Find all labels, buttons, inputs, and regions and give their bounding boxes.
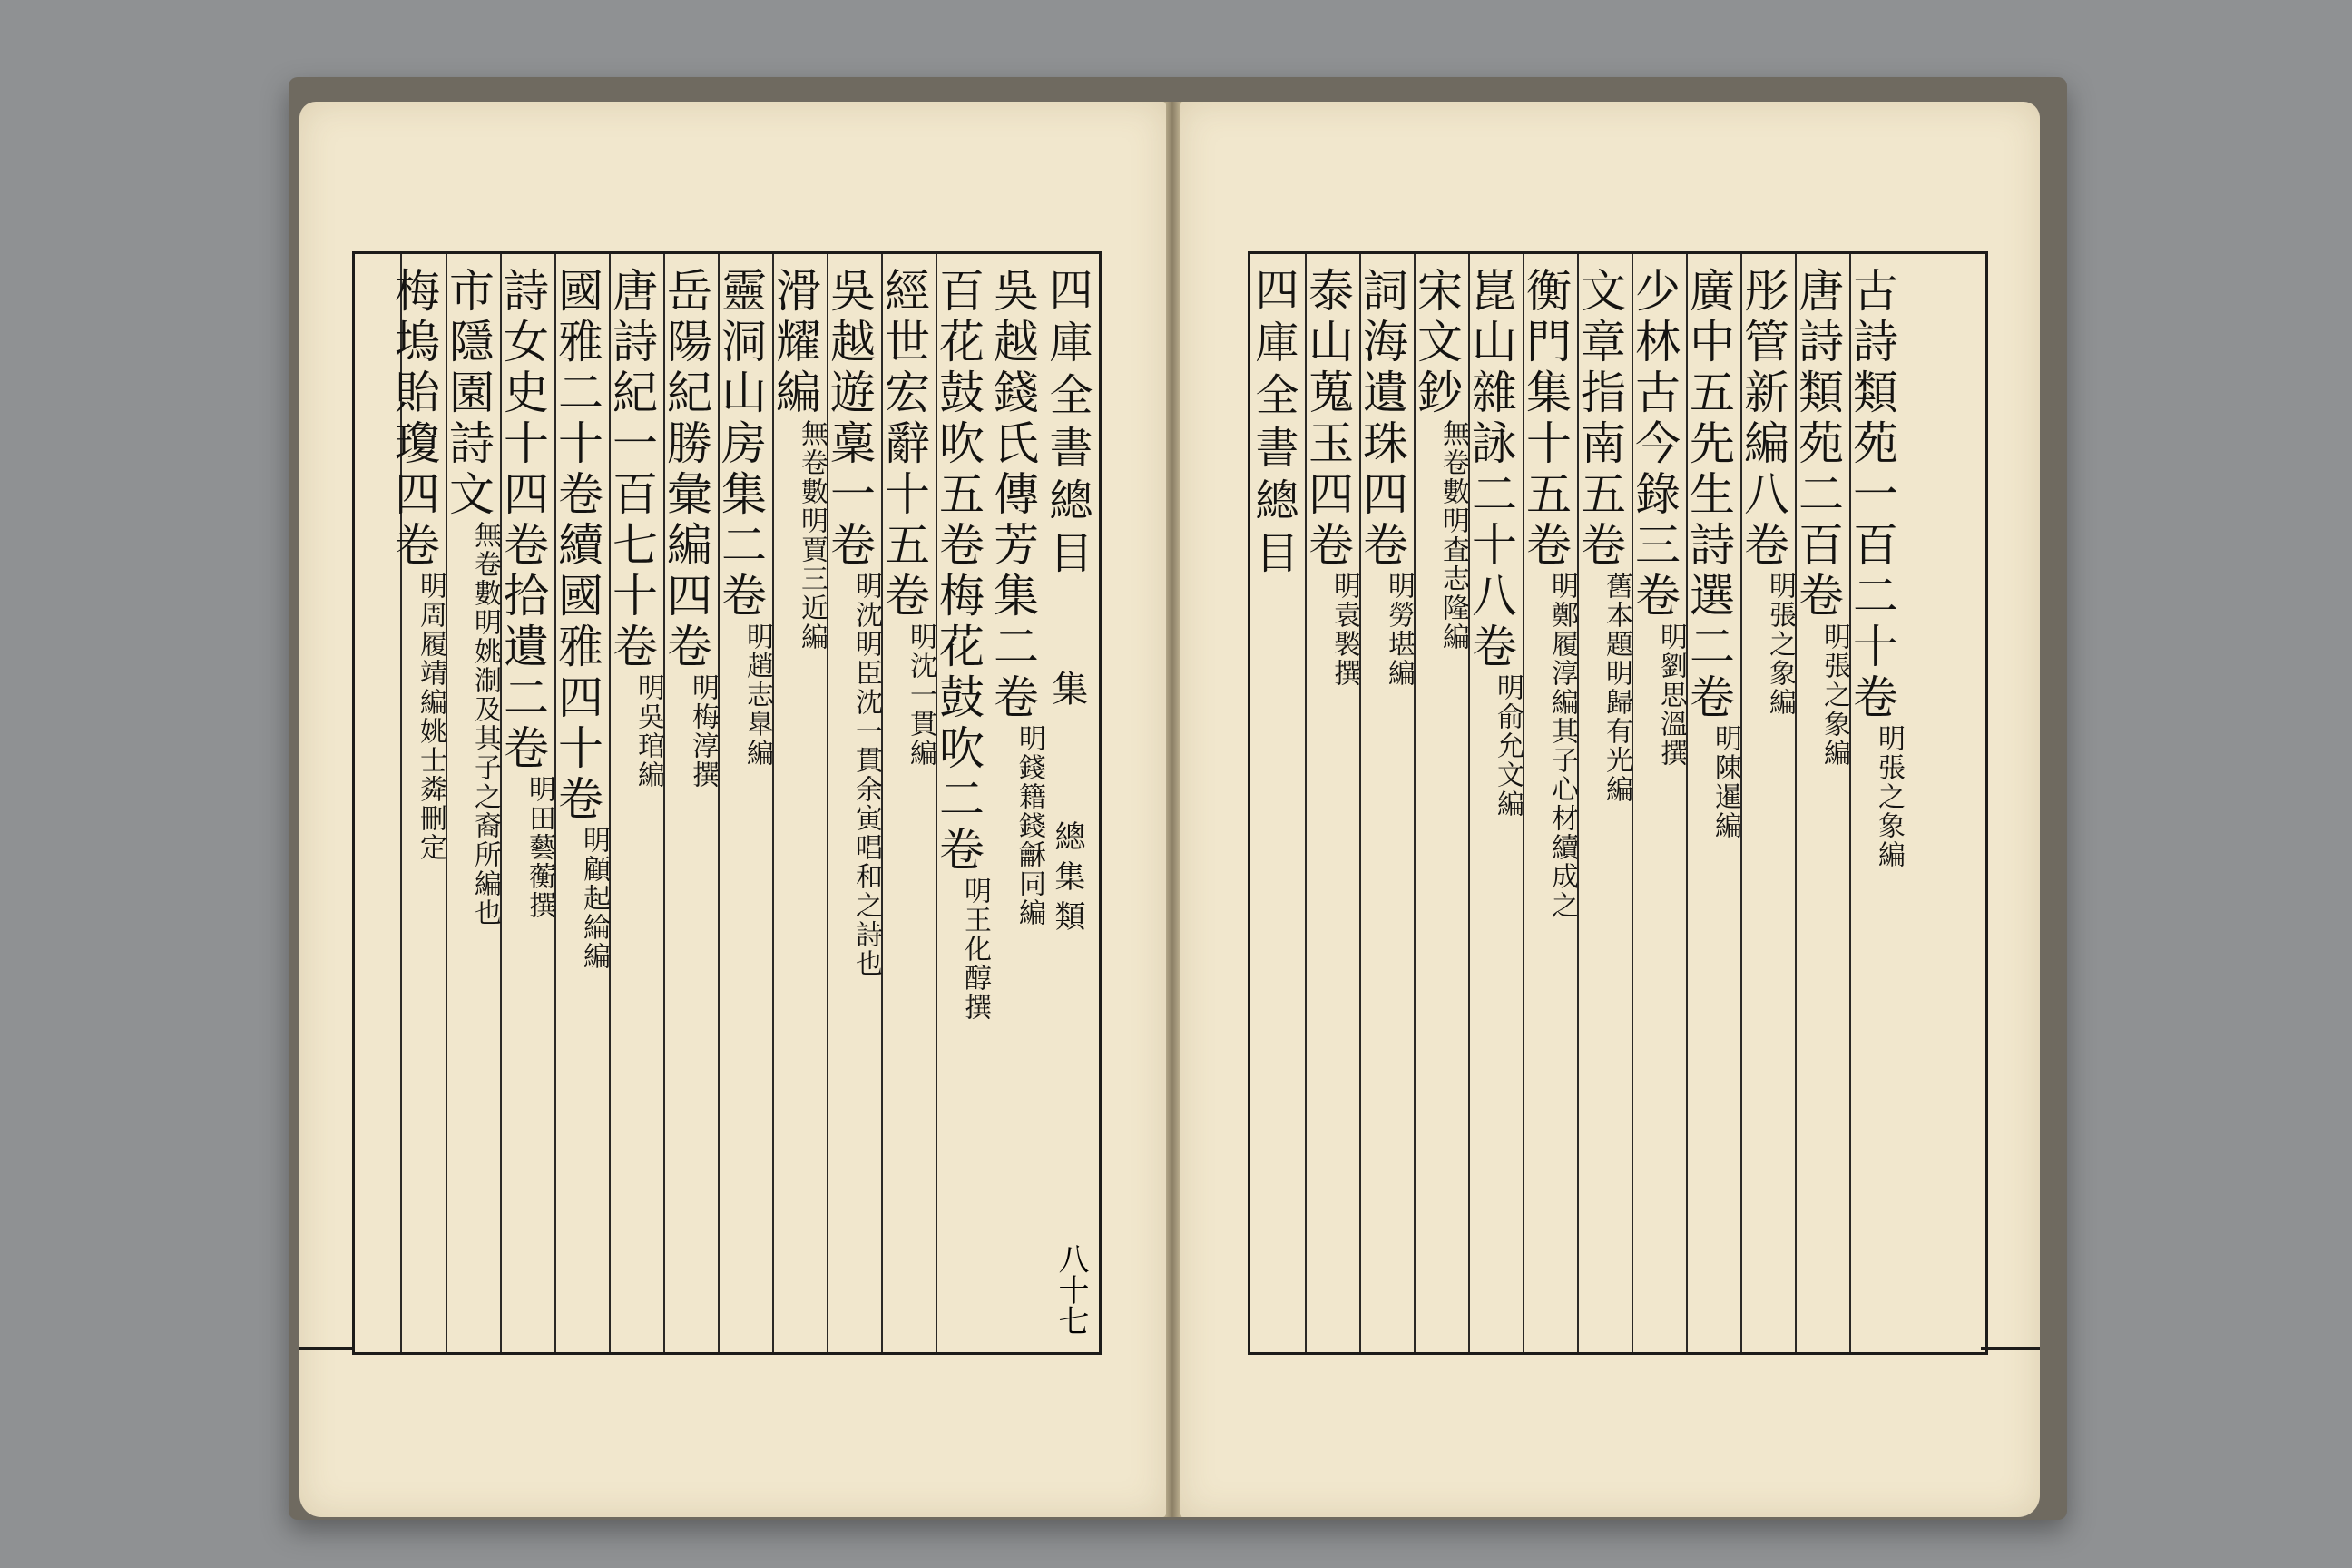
column-7: 岳陽紀勝彙編四卷 明梅淳撰: [663, 254, 718, 1352]
frame-rule-right: [1981, 1347, 2040, 1350]
column-r4: 崑山雜詠二十八卷 明俞允文編: [1468, 254, 1523, 1352]
column-11: 市隱園詩文 無卷數明姚淛及其子之裔所編也: [446, 254, 500, 1352]
column-r9: 彤管新編八卷 明張之象編: [1740, 254, 1795, 1352]
column-r11: 古詩類苑一百二十卷 明張之象編: [1849, 254, 1904, 1352]
column-5: 滑耀編 無卷數明賈三近編: [772, 254, 827, 1352]
column-r5: 衡門集十五卷 明鄭履淳編其子心材續成之: [1523, 254, 1577, 1352]
subcategory-label: 總集類: [1049, 820, 1085, 940]
column-2: 百花鼓吹五卷梅花鼓吹二卷 明王化醇撰: [936, 254, 990, 1352]
page-number: 八十七: [1053, 1243, 1089, 1336]
column-4: 吳越遊稾一卷 明沈明臣沈一貫余寅唱和之詩也: [827, 254, 881, 1352]
column-r3: 宋文鈔 無卷數明査志隆編: [1414, 254, 1468, 1352]
right-page: [1180, 102, 2040, 1517]
column-12: 梅塢貽瓊四卷 明周履靖編姚士粦刪定: [400, 254, 446, 1352]
right-text-frame: [1248, 251, 1988, 1355]
book-title: 四庫全書總目: [1042, 267, 1093, 583]
column-r1: 泰山蒐玉四卷 明袁褧撰: [1305, 254, 1359, 1352]
page-center-strip: [1044, 254, 1099, 1352]
column-9: 國雅二十卷續國雅四十卷 明顧起綸編: [554, 254, 609, 1352]
column-8: 唐詩紀一百七十卷 明吳琯編: [609, 254, 663, 1352]
column-3: 經世宏辭十五卷 明沈一貫編: [881, 254, 936, 1352]
column-10: 詩女史十四卷拾遺二卷 明田藝蘅撰: [500, 254, 554, 1352]
left-page: [299, 102, 1166, 1517]
column-6: 靈洞山房集二卷 明趙志臯編: [718, 254, 772, 1352]
column-r10: 唐詩類苑二百卷 明張之象編: [1795, 254, 1849, 1352]
column-r6: 文章指南五卷 舊本題明歸有光編: [1577, 254, 1632, 1352]
frame-rule: [299, 1347, 354, 1350]
column-1: 吳越錢氏傳芳集二卷 明錢籍錢龢同編: [986, 267, 1045, 927]
column-r8: 廣中五先生詩選二卷 明陳暹編: [1686, 254, 1740, 1352]
column-r2: 詞海遺珠四卷 明勞堪編: [1359, 254, 1414, 1352]
category-label: 集: [1046, 670, 1088, 715]
left-text-frame: [352, 251, 1102, 1355]
column-r7: 少林古今錄三卷 明劉思溫撰: [1632, 254, 1686, 1352]
book-title-right: 四庫全書總目: [1248, 267, 1298, 583]
